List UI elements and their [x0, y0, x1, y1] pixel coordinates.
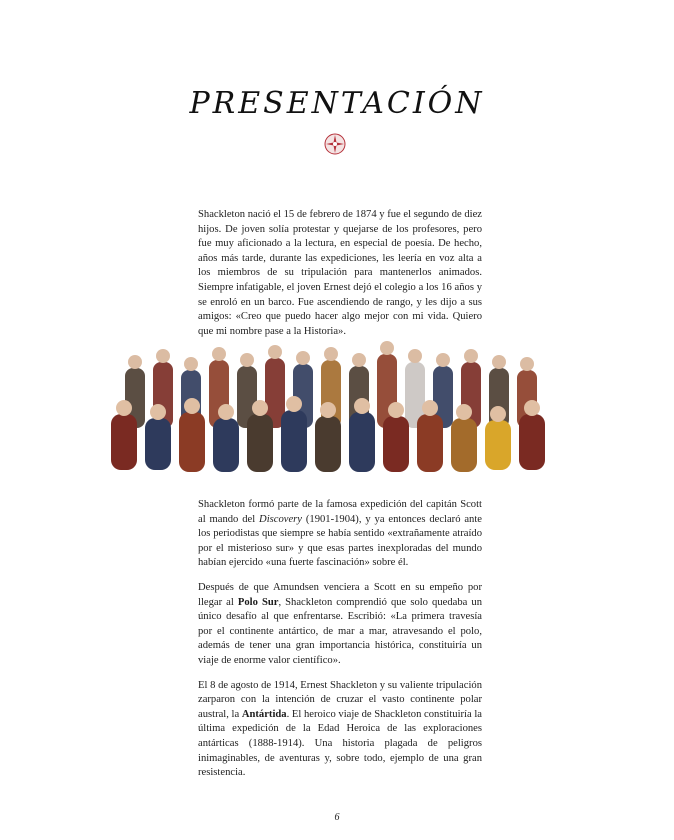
departure-paragraph	[198, 679, 482, 781]
page-number: 6	[334, 812, 340, 823]
ship-name: Discovery	[259, 513, 302, 525]
body-text-block	[198, 498, 482, 781]
south-pole-text-b: , Shackleton comprendió que solo quedaba un único desafío al que enfrentarse. Escribió: «La primera travesía por el continente antártico, de mar a mar, atravesando el polo, además de tener una gran importancia histórica, constituiría un viaje de enorme valor científico».	[198, 596, 482, 666]
south-pole-paragraph	[198, 581, 482, 669]
antarctica-term: Antártida	[241, 708, 287, 720]
page-title: PRESENTACIÓN	[189, 86, 485, 121]
discovery-text-a: Shackleton formó parte de la famosa expedición del capitán Scott al mando del	[198, 499, 482, 525]
crew-illustration	[105, 340, 565, 486]
discovery-paragraph	[198, 498, 482, 571]
south-pole-text-a: Después de que Amundsen venciera a Scott en su empeño por llegar al	[198, 581, 482, 608]
south-pole-term: Polo Sur	[237, 596, 279, 608]
discovery-text-b: (1901-1904), y ya entonces declaró ante los periodistas que siempre se había sentido «extrañamente atraído por el misterioso sur» y que esas partes inexploradas del mundo habían ejercido «una fuerte fascinación» sobre él.	[198, 513, 483, 569]
departure-text-b: . El heroico viaje de Shackleton constituiría la última expedición de la Edad Heroica de las exploraciones antárticas (1888-1914). Una historia plagada de peligros inimaginables, de aventuras y, sobre todo, ejemplo de una gran resistencia.	[198, 708, 482, 779]
departure-text-a: El 8 de agosto de 1914, Ernest Shackleton y su valiente tripulación zarparon con la intención de cruzar el vasto continente polar austral, la	[198, 679, 482, 720]
intro-text-block	[198, 208, 482, 339]
intro-paragraph: Shackleton nació el 15 de febrero de 1874 y fue el segundo de diez hijos. De joven solía protestar y quejarse de los profesores, pero fue muy aficionado a la lectura, en especial de poesía. De hecho, años más tarde, durante las expediciones, les leería en voz alta a los miembros de su tripulación para mantenerlos animados. Siempre infatigable, el joven Ernest dejó el colegio a los 16 años y se enroló en un barco. Fue ascendiendo de rango, y les dijo a sus amigos: «Creo que puedo hacer algo mejor con mi vida. Quiero que mi nombre pase a la Historia».	[198, 209, 482, 337]
compass-rose-ornament	[323, 132, 347, 156]
